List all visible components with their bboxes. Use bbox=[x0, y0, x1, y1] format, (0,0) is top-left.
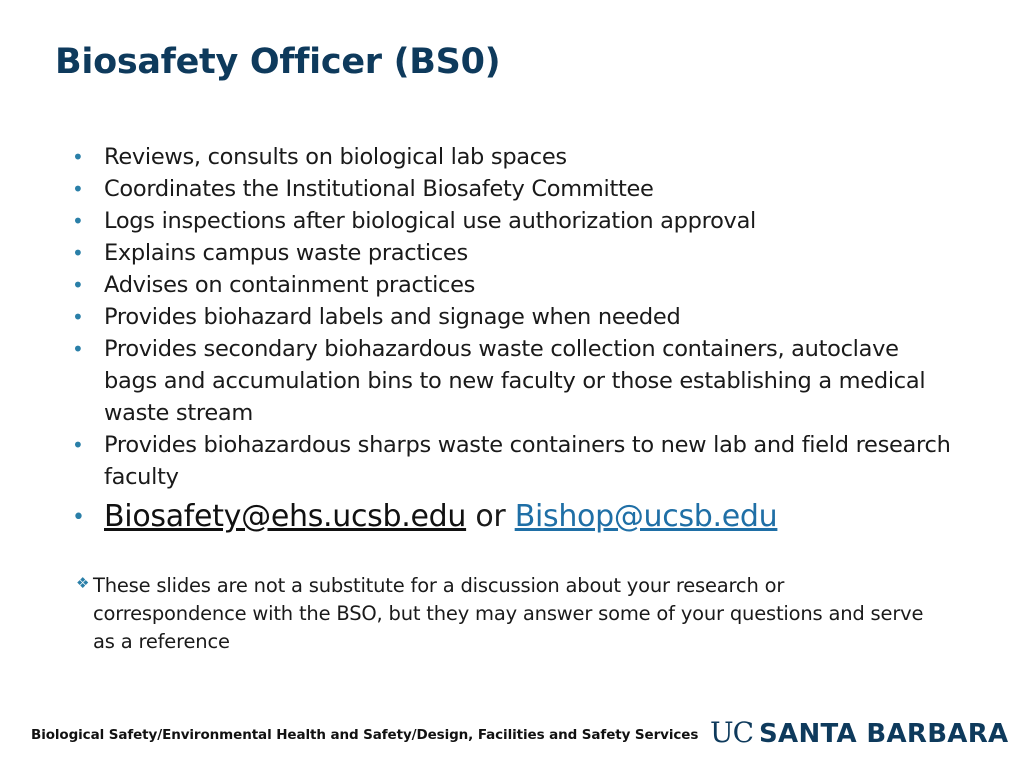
bullet-dot-icon: • bbox=[72, 177, 84, 201]
list-item: • Reviews, consults on biological lab spaces bbox=[72, 141, 952, 173]
bullet-dot-icon: • bbox=[72, 273, 84, 297]
biosafety-email-link[interactable]: Biosafety@ehs.ucsb.edu bbox=[104, 499, 467, 534]
contact-connector: or bbox=[475, 499, 506, 534]
uc-santa-barbara-logo bbox=[710, 716, 1008, 749]
list-item: • Provides biohazardous sharps waste containers to new lab and field research faculty bbox=[72, 429, 952, 493]
bullet-dot-icon: • bbox=[72, 433, 84, 457]
list-item: • Coordinates the Institutional Biosafety Committee bbox=[72, 173, 952, 205]
bullet-dot-icon: • bbox=[72, 505, 85, 530]
list-item: • Provides biohazard labels and signage when needed bbox=[72, 301, 952, 333]
logo-name: SANTA BARBARA bbox=[759, 719, 1009, 749]
bullet-dot-icon: • bbox=[72, 209, 84, 233]
list-item: • Provides secondary biohazardous waste collection containers, autoclave bags and accumulation bins to new faculty or those establishing a medical waste stream bbox=[72, 333, 952, 429]
logo-uc: UC bbox=[710, 716, 754, 749]
bullet-dot-icon: • bbox=[72, 145, 84, 169]
bullet-list bbox=[72, 141, 952, 537]
diamond-bullet-icon: ❖ bbox=[76, 574, 90, 592]
bullet-dot-icon: • bbox=[72, 337, 84, 361]
list-item: • Logs inspections after biological use authorization approval bbox=[72, 205, 952, 237]
list-item: • Advises on containment practices bbox=[72, 269, 952, 301]
footer-department: Biological Safety/Environmental Health and Safety/Design, Facilities and Safety Services bbox=[31, 727, 699, 743]
disclaimer-note bbox=[76, 572, 933, 656]
list-item: • Explains campus waste practices bbox=[72, 237, 952, 269]
slide-title: Biosafety Officer (BS0) bbox=[55, 42, 501, 82]
bishop-email-link[interactable]: Bishop@ucsb.edu bbox=[514, 499, 778, 534]
bullet-dot-icon: • bbox=[72, 241, 84, 265]
disclaimer-text: These slides are not a substitute for a discussion about your research or correspondence with the BSO, but they may answer some of your questions and serve as a reference bbox=[93, 574, 924, 653]
contact-item bbox=[72, 497, 952, 537]
bullet-dot-icon: • bbox=[72, 305, 84, 329]
